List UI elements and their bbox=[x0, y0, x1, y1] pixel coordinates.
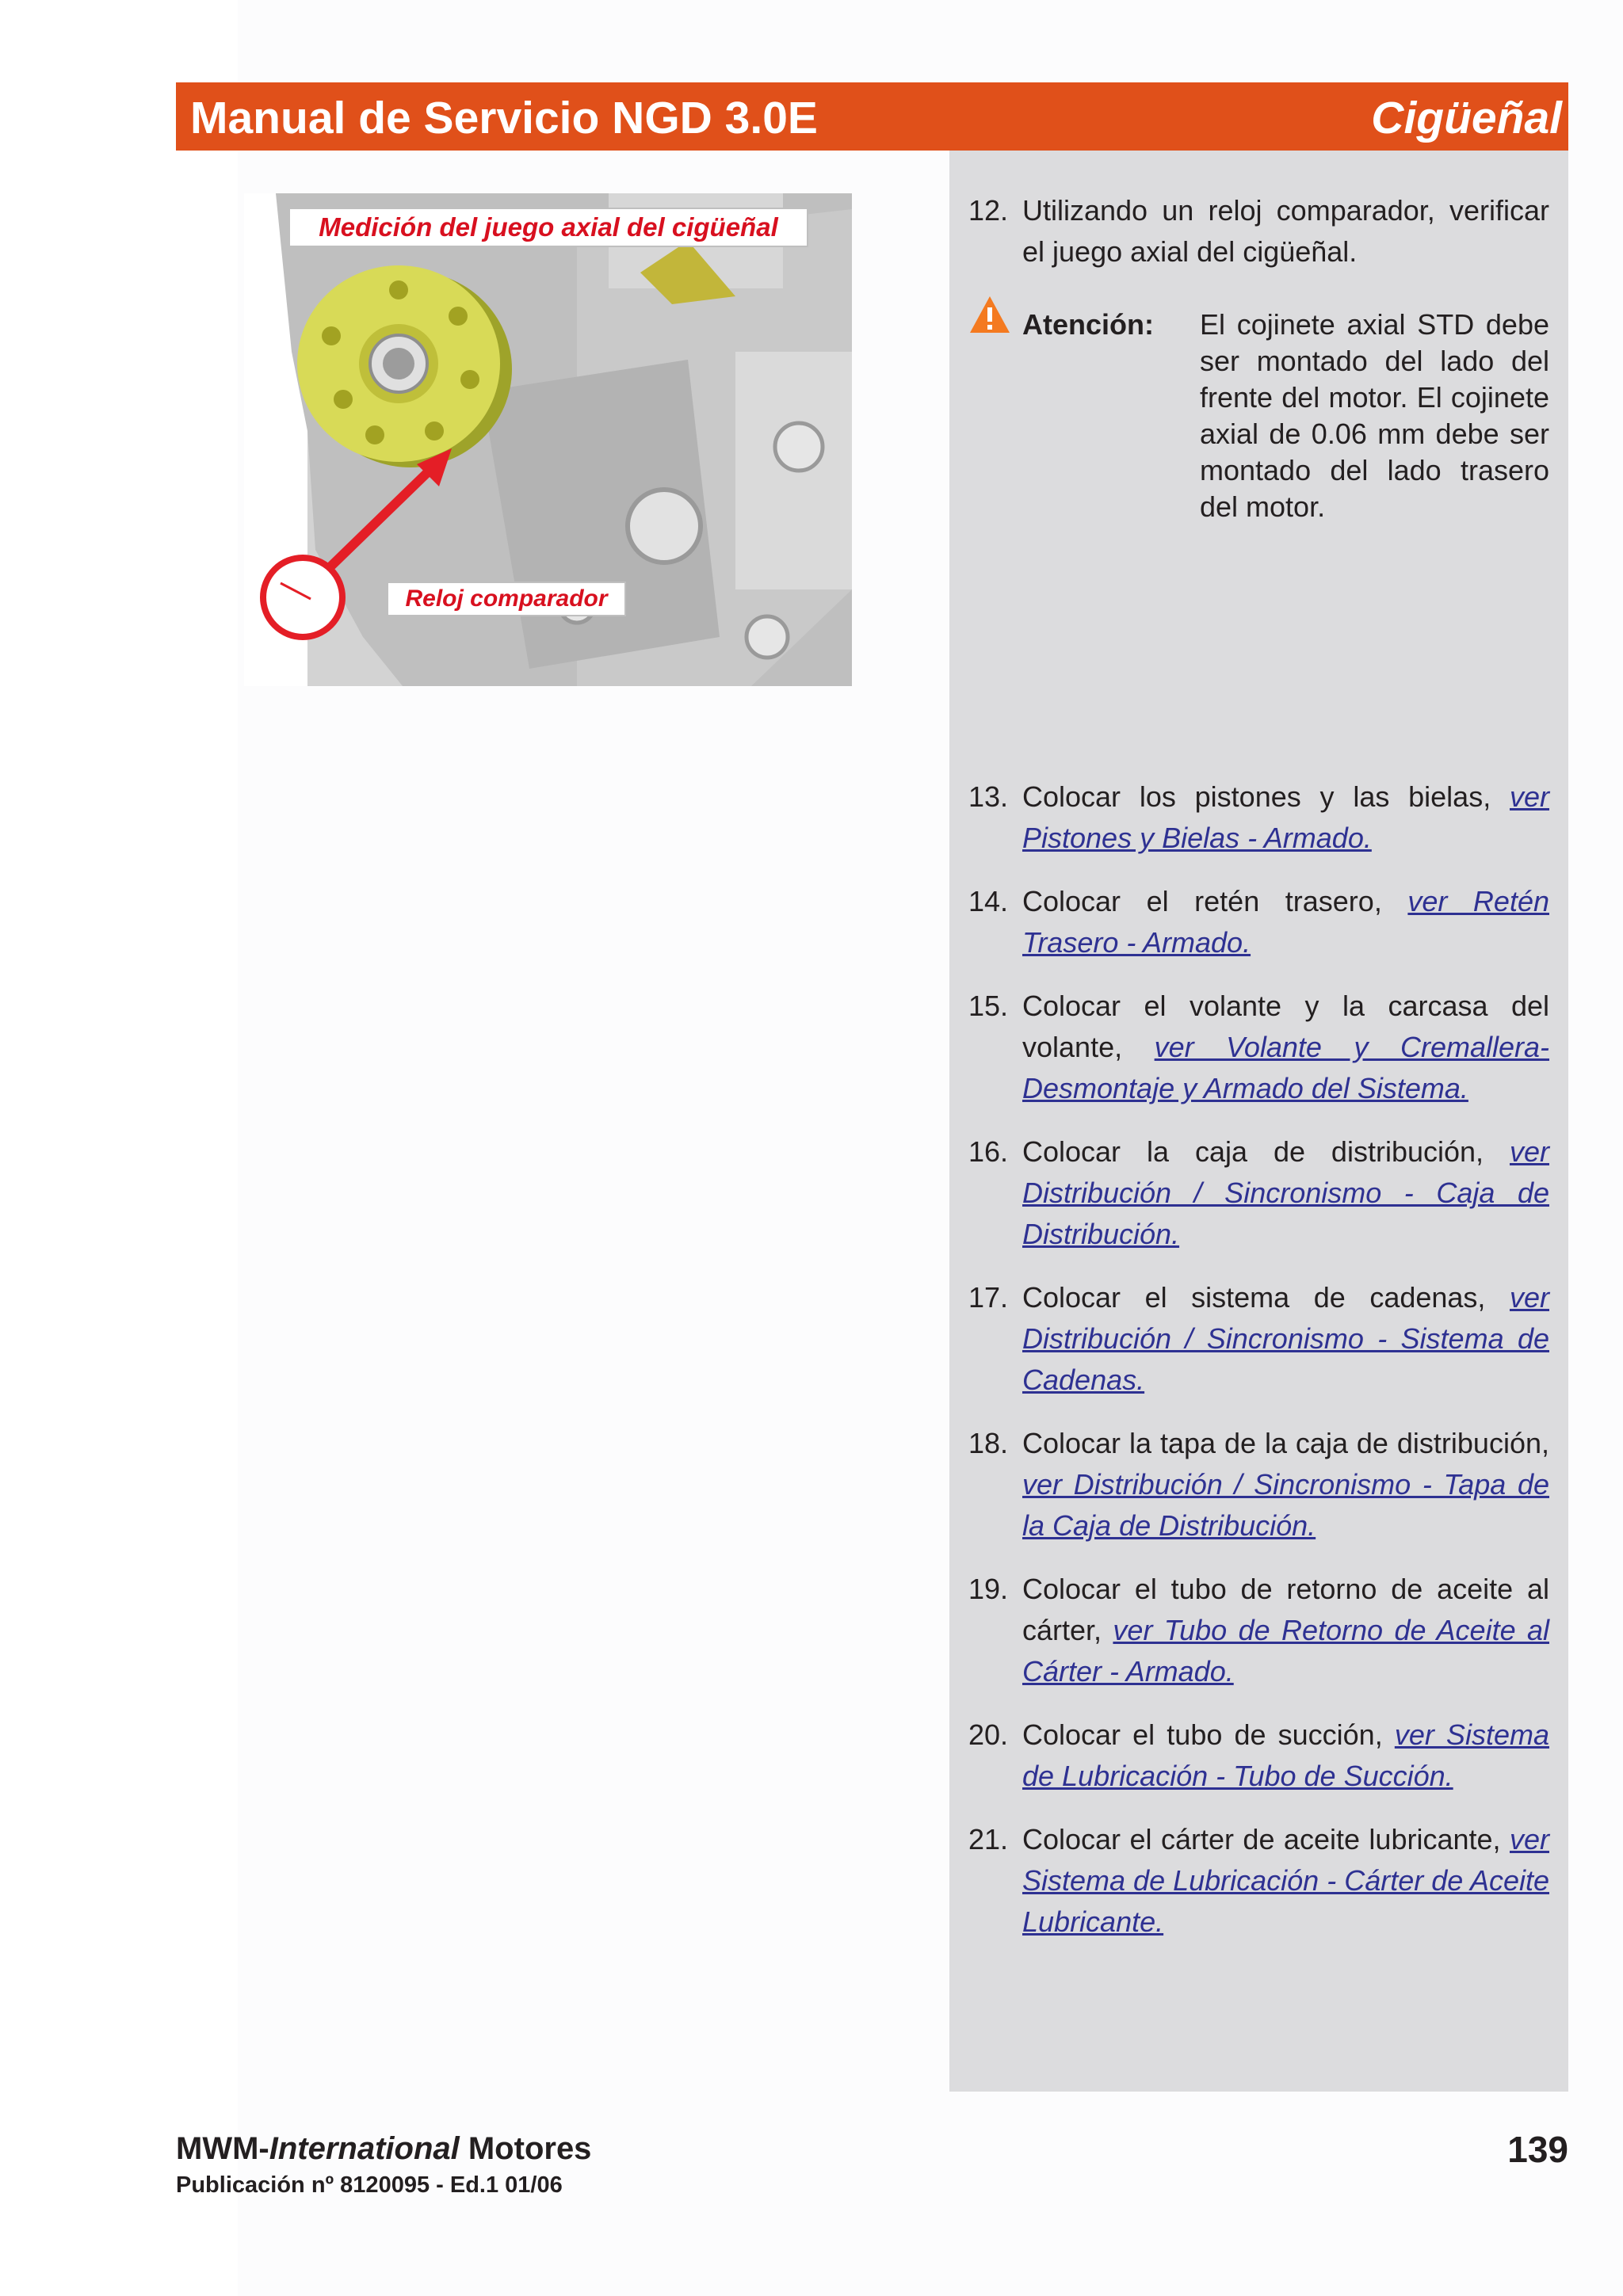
step-14-link[interactable]: ver Retén Trasero - Armado. bbox=[1022, 885, 1549, 959]
step-17-link[interactable]: ver Distribución / Sincronismo - Sistema de Cadenas. bbox=[1022, 1281, 1549, 1396]
step-12 bbox=[968, 190, 1549, 273]
manual-title: Manual de Servicio NGD 3.0E bbox=[190, 93, 818, 143]
page-number: 139 bbox=[1507, 2129, 1568, 2170]
step-13-link[interactable]: ver Pistones y Bielas - Armado. bbox=[1022, 780, 1549, 854]
step-15-link[interactable]: ver Volante y Cremallera-Desmontaje y Armado del Sistema. bbox=[1022, 1031, 1550, 1104]
step-16-link[interactable]: ver Distribución / Sincronismo - Caja de Distribución. bbox=[1022, 1135, 1549, 1250]
step-number: 16. bbox=[968, 1135, 1009, 1168]
step-16 bbox=[968, 1131, 1549, 1255]
brand-end: Motores bbox=[459, 2131, 592, 2166]
footer-brand bbox=[176, 2131, 591, 2167]
step-text: Colocar la caja de distribución, bbox=[1022, 1135, 1510, 1168]
step-text: Colocar el tubo de retorno de aceite al cárter, bbox=[1022, 1573, 1549, 1646]
crankshaft-figure bbox=[244, 193, 852, 686]
step-number: 20. bbox=[968, 1718, 1009, 1751]
step-text: Colocar el volante y la carcasa del volante, bbox=[1022, 990, 1549, 1063]
attention-text: El cojinete axial STD debe ser montado del lado del frente del motor. El cojinete axial de 0.06 mm debe ser montado del lado trasero del motor. bbox=[1200, 308, 1549, 523]
step-number: 18. bbox=[968, 1427, 1009, 1459]
step-number: 13. bbox=[968, 780, 1009, 813]
step-text: Colocar el sistema de cadenas, bbox=[1022, 1281, 1510, 1314]
figure-label-dial-gauge: Reloj comparador bbox=[387, 582, 626, 616]
brand-italic: International bbox=[269, 2131, 460, 2166]
warning-triangle-icon bbox=[968, 295, 1011, 334]
step-13 bbox=[968, 776, 1549, 859]
step-20 bbox=[968, 1714, 1549, 1797]
step-17 bbox=[968, 1277, 1549, 1401]
figure-label-axial-play: Medición del juego axial del cigüeñal bbox=[288, 208, 808, 247]
step-text: Colocar los pistones y las bielas, bbox=[1022, 780, 1510, 813]
step-number: 19. bbox=[968, 1573, 1009, 1605]
step-number: 15. bbox=[968, 990, 1009, 1022]
attention-note bbox=[968, 295, 1549, 532]
step-number: 17. bbox=[968, 1281, 1009, 1314]
step-14 bbox=[968, 881, 1549, 963]
step-text: Colocar el tubo de succión, bbox=[1022, 1718, 1395, 1751]
step-21 bbox=[968, 1819, 1549, 1943]
step-number: 21. bbox=[968, 1823, 1009, 1855]
publication-info: Publicación nº 8120095 - Ed.1 01/06 bbox=[176, 2172, 563, 2198]
step-text: Colocar el retén trasero, bbox=[1022, 885, 1408, 917]
brand-start: MWM- bbox=[176, 2131, 269, 2166]
section-title: Cigüeñal bbox=[1371, 93, 1562, 143]
header-bar bbox=[176, 82, 1568, 151]
step-number: 12. bbox=[968, 194, 1009, 227]
step-number: 14. bbox=[968, 885, 1009, 917]
attention-label: Atención: bbox=[1022, 308, 1154, 341]
step-18-link[interactable]: ver Distribución / Sincronismo - Tapa de la Caja de Distribución. bbox=[1022, 1468, 1549, 1542]
step-15 bbox=[968, 986, 1549, 1109]
step-19-link[interactable]: ver Tubo de Retorno de Aceite al Cárter - Armado. bbox=[1022, 1614, 1549, 1688]
step-21-link[interactable]: ver Sistema de Lubricación - Cárter de Aceite Lubricante. bbox=[1022, 1823, 1549, 1938]
step-18 bbox=[968, 1423, 1549, 1547]
step-19 bbox=[968, 1569, 1549, 1692]
step-text: Colocar el cárter de aceite lubricante, bbox=[1022, 1823, 1510, 1855]
step-text: Utilizando un reloj comparador, verificar el juego axial del cigüeñal. bbox=[1022, 194, 1549, 268]
step-20-link[interactable]: ver Sistema de Lubricación - Tubo de Succión. bbox=[1022, 1718, 1549, 1792]
step-text: Colocar la tapa de la caja de distribución, bbox=[1022, 1427, 1549, 1459]
